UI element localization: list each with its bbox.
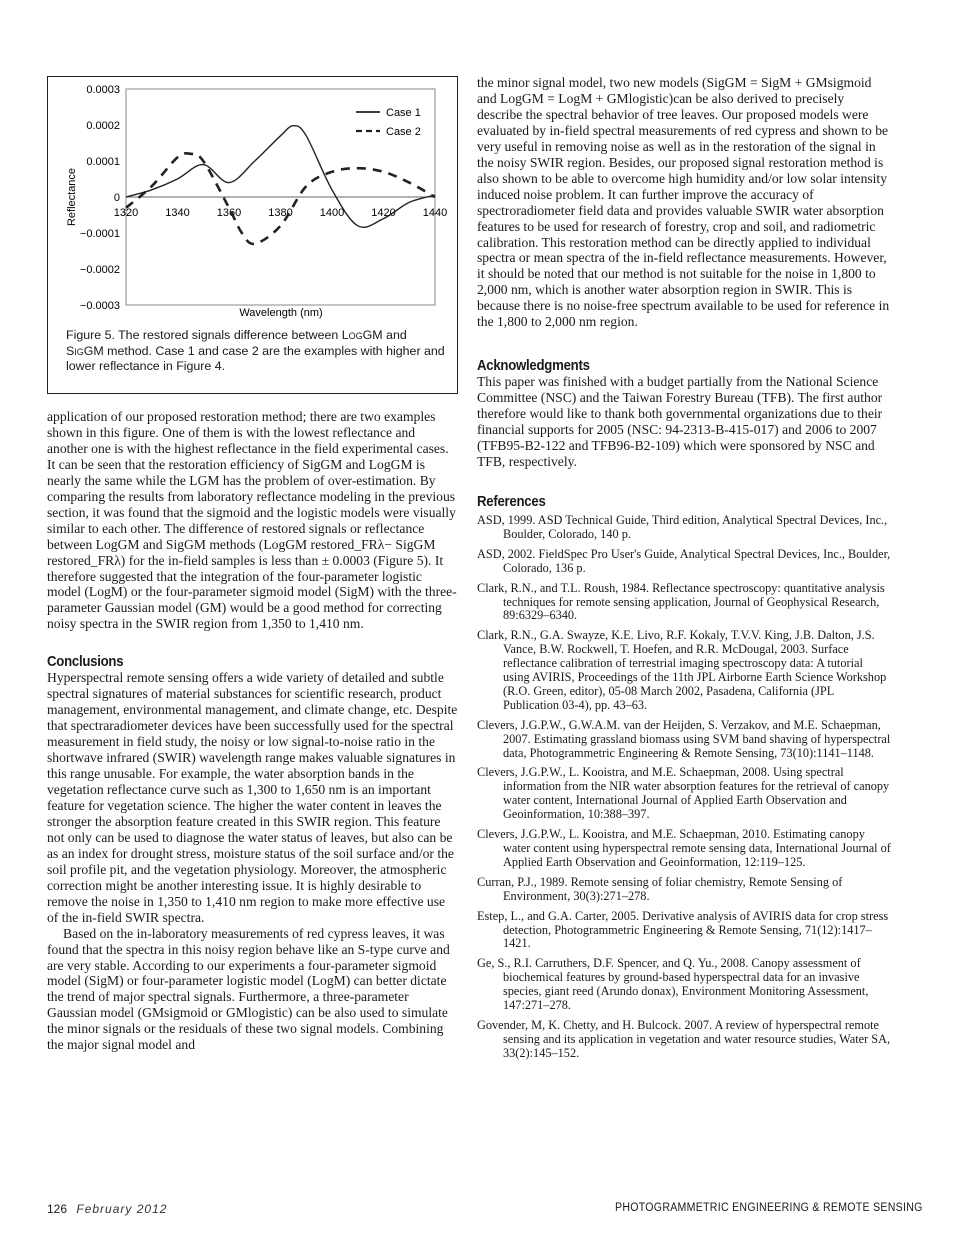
- left-column: [47, 409, 459, 1053]
- page-number: 126: [47, 1202, 68, 1216]
- x-tick-label: 1320: [113, 207, 139, 219]
- y-tick-label: −0.0003: [79, 300, 120, 312]
- y-tick-label: 0.0003: [86, 84, 120, 96]
- x-tick-label: 1440: [422, 207, 448, 219]
- reference-item: Govender, M, K. Chetty, and H. Bulcock. 2007. A review of hyperspectral remote sensing and its application in vegetation and water resource studies, Water SA, 33(2):145–152.: [477, 1017, 891, 1060]
- y-tick-label: −0.0002: [79, 264, 120, 276]
- y-tick-label: −0.0001: [79, 228, 120, 240]
- legend: [356, 107, 421, 138]
- reference-item: Curran, P.J., 1989. Remote sensing of foliar chemistry, Remote Sensing of Environment, 30(3):271–278.: [477, 874, 843, 903]
- paragraph-models: Based on the in-laboratory measurements of red cypress leaves, it was found that the spectra in this noisy region behave like an S-type curve and are very stable. According to our experiments a four-parameter sigmoid model (SigM) or four-parameter logistic model (LogM) can better dictate the trend of major spectral signals. Furthermore, a three-parameter Gaussian model (GMsigmoid or GMlogistic) can be also used to simulate the minor signals or the residuals of these two signal models. Combining the major signal model and: [47, 925, 450, 1053]
- reference-item: Clevers, J.G.P.W., L. Kooistra, and M.E. Schaepman, 2008. Using spectral information from the NIR water absorption features for the retrieval of canopy water content, International Journal of Applied Earth Observation and Geoinformation, 10:388–397.: [477, 765, 890, 822]
- figure-caption: Figure 5. The restored signals difference between LogGM and SigGM method. Case 1 and case 2 are the examples with higher and lower reflectance in Figure 4.: [66, 328, 445, 374]
- x-tick-label: 1360: [216, 207, 242, 219]
- x-tick-label: 1400: [319, 207, 345, 219]
- reference-item: Ge, S., R.I. Carruthers, D.F. Spencer, and Q. Yu., 2008. Canopy assessment of biochemical features by ground-based hyperspectral data for an invasive species, giant reed (Arundo donax), Environment Monitoring Assessment, 147:271–278.: [477, 956, 869, 1013]
- paragraph-conclusions: Hyperspectral remote sensing offers a wide variety of detailed and subtle spectral signatures of material substances for scientific research, product management, environmental management, and climate change, etc. Despite that spectraradiometer devices have been successfully used for the spectral measurement in field study, the noisy or low signal-to-noise ratio in the shortwave infrared (SWIR) wavelength range makes valuable signatures in this range unusable. For example, the water absorption bands in the vegetation reflectance curve such as 1,300 to 1,650 nm is an important feature for vegetation science. The higher the water content in leaves the stronger the absorption feature created in this SWIR region. This feature not only can be used to diagnose the water status of leaves, but also can be as an index for drought stress, moisture status of the soil surface and/or the soil profile pit, and the vegetation physiology. Moreover, the atmospheric correction might be another interesting issue. It is highly desirable to remove the noise in 1,350 to 1,410 nm region to make more effective use of the in-field SWIR spectra.: [47, 670, 458, 925]
- y-tick-label: 0.0001: [86, 156, 120, 168]
- footer-page-info: [47, 1202, 167, 1216]
- reference-item: Clark, R.N., and T.L. Roush, 1984. Reflectance spectroscopy: quantitative analysis techniques for remote sensing application, Journal of Geophysical Research, 89:6329–6340.: [477, 580, 885, 623]
- right-column: [477, 75, 891, 1067]
- x-tick-label: 1380: [268, 207, 293, 219]
- reference-item: Estep, L., and G.A. Carter, 2005. Derivative analysis of AVIRIS data for crop stress detection, Photogrammetric Engineering & Remote Sensing, 71(12):1417–1421.: [477, 908, 889, 951]
- legend-label-case-1: Case 1: [386, 107, 421, 119]
- reference-item: Clevers, J.G.P.W., G.W.A.M. van der Heijden, S. Verzakov, and M.E. Schaepman, 2007. Estimating grassland biomass using SVM band shaving of hyperspectral data, Photogrammetric Engineering & Remote Sensing, 73(10):1141–1148.: [477, 717, 891, 760]
- conclusions-heading: Conclusions: [47, 653, 124, 671]
- paragraph-restoration: application of our proposed restoration method; there are two examples shown in this figure. One of them is with the lowest reflectance and another one is with the highest reflectance in the field experimental cases. It can be seen that the restoration efficiency of SigGM and LogGM is nearly the same while the LGM has the problem of over-estimation. By comparing the results from laboratory reflectance modeling in the previous section, it was found that the sigmoid and the logistic models were visually similar to each other. The difference of restored signals or reflectance between LogGM and SigGM methods (LogGM restored_FRλ− SigGM restored_FRλ) for the in-field samples is less than ± 0.0003 (Figure 5). It therefore suggested that the integration of the four-parameter logistic model (LogM) or the four-parameter sigmoid model (SigM) with the three-parameter Gaussian model (GM) would be a good method for correcting noisy spectra in the SWIR region from 1,350 to 1,410 nm.: [47, 409, 457, 632]
- paragraph-minor-signal: the minor signal model, two new models (SigGM = SigM + GMsigmoid and LogGM = LogM + GMlogistic)can be also derived to precisely describe the spectral behavior of tree leaves. Our proposed models were evaluated by in-field spectral measurements of red cypress and shown to be very useful in removing noise as well as in the restoration of the signal in the noisy SWIR region. Besides, our proposed signal restoration method is also shown to be able to overcome high humidity and/or low solar intensity induced noise problem. It can further improve the accuracy of spectroradiometer field data and provides valuable SWIR water absorption features to be used for research of forestry, crop and soil, and radiometric calibration. This restoration method can be directly applied to individual spectra or mean spectra of the in-field reflectance measurements. However, it should be noted that our method is not suitable for the noise in 1,800 to 2,000 nm, which is another water absorption region in SWIR. This is because there is no noise-free spectrum available to be used for reference in the 1,800 to 2,000 nm region.: [477, 75, 890, 330]
- legend-label-case-2: Case 2: [386, 126, 421, 138]
- x-tick-label: 1420: [371, 207, 396, 219]
- footer-journal-name: PHOTOGRAMMETRIC ENGINEERING & REMOTE SENSING: [615, 1202, 923, 1214]
- references-heading: References: [477, 492, 546, 510]
- reference-list: [477, 514, 891, 1061]
- reference-item: Clevers, J.G.P.W., L. Kooistra, and M.E. Schaepman, 2010. Estimating canopy water content using hyperspectral remote sensing data, International Journal of Applied Earth Observation and Geoinformation, 12:119–125.: [477, 827, 891, 869]
- reference-item: ASD, 2002. FieldSpec Pro User's Guide, Analytical Spectral Devices, Inc., Boulder, Colorado, 136 p.: [477, 546, 891, 575]
- x-axis-label: Wavelength (nm): [239, 307, 323, 319]
- y-tick-label: 0: [113, 192, 120, 204]
- series-line-2: [126, 153, 435, 244]
- x-tick-label: 1340: [165, 207, 190, 219]
- y-tick-label: 0.0002: [86, 120, 120, 132]
- acknowledgments-heading: Acknowledgments: [477, 357, 590, 375]
- reference-item: Clark, R.N., G.A. Swayze, K.E. Livo, R.F. Kokaly, T.V.V. King, J.B. Dalton, J.S. Vance, B.W. Rockwell, T. Hoefen, and R.R. McDougal, 2003. Surface reflectance calibration of terrestrial imaging spectroscopy data: A tutorial using AVIRIS, Proceedings of the 11th JPL Airborne Earth Science Workshop (R.O. Green, editor), 05-08 March 2002, Pasadena, California (JPL Publication 03-4), pp. 43–63.: [477, 628, 887, 712]
- reference-item: ASD, 1999. ASD Technical Guide, Third edition, Analytical Spectral Devices, Inc., Boulder, Colorado, 140 p.: [477, 512, 888, 541]
- y-axis-label: Reflectance: [66, 167, 78, 227]
- issue-month: February 2012: [76, 1202, 168, 1216]
- paragraph-acknowledgments: This paper was finished with a budget partially from the National Science Committee (NSC) and the Taiwan Forestry Bureau (TFB). The first author therefore would like to thank both governmental organizations due to their financial supports for 2005 (NSC: 94-2313-B-415-017) and 2006 to 2007 (TFB95-B2-122 and TFB96-B2-109) which were sponsored by NSC and TFB, respectively.: [477, 374, 883, 470]
